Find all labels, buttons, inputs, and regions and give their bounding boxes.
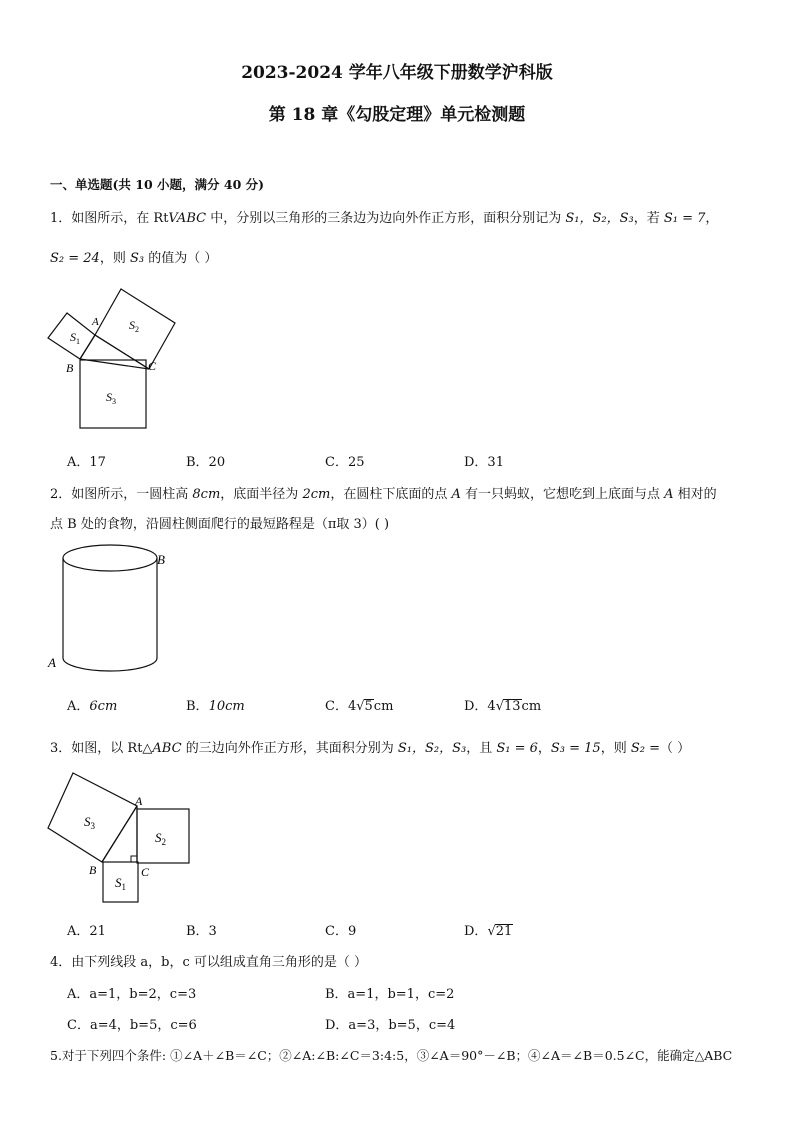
q1-stem-line2 xyxy=(50,247,217,266)
q3-stem xyxy=(50,737,690,756)
q4-option-a[interactable]: A．a=1，b=2，c=3 xyxy=(67,987,197,1002)
q2-label-b: B xyxy=(157,552,165,567)
q1-stem-line1 xyxy=(50,207,718,226)
q2-point-a: A xyxy=(451,487,461,502)
q3-option-b[interactable]: B．3 xyxy=(186,924,217,939)
q2-option-d[interactable]: D．4√13cm xyxy=(464,699,542,714)
q1-text-e: ，则 xyxy=(99,251,130,266)
q2-text-d: 有一只蚂蚁，它想吃到上底面与点 xyxy=(460,487,665,502)
q1-square-s3 xyxy=(80,360,146,428)
q3-option-a[interactable]: A．21 xyxy=(67,924,106,939)
q3-square-s3 xyxy=(48,773,137,862)
q2-top-ellipse xyxy=(63,545,157,571)
q2-point-a2: A xyxy=(664,487,674,502)
q1-option-b[interactable]: B．20 xyxy=(186,455,226,470)
q5-stem: 5.对于下列四个条件: ①∠A＋∠B＝∠C；②∠A:∠B:∠C＝3:4:5，③∠A＝90°－∠B；④∠A＝∠B＝0.5∠C，能确定△ABC xyxy=(50,1048,733,1063)
q2-radius: 2cm xyxy=(302,487,331,502)
q1-cond2: S₂ = 24 xyxy=(50,251,100,266)
q3-text-e: =（ ） xyxy=(644,741,691,756)
q4-option-b[interactable]: B．a=1，b=1，c=2 xyxy=(325,987,455,1002)
q3-option-c[interactable]: C．9 xyxy=(325,924,357,939)
q3-hypotenuse xyxy=(102,806,137,862)
q2-figure xyxy=(44,540,179,680)
q3-text-c: ，且 xyxy=(466,741,497,756)
q3-text-a: 3．如图，以 Rt△ xyxy=(50,741,153,756)
q1-figure xyxy=(40,280,190,435)
q1-text-f: 的值为（ ） xyxy=(144,251,218,266)
q3-text-b: 的三边向外作正方形，其面积分别为 xyxy=(181,741,398,756)
q2-label-a: A xyxy=(48,655,56,670)
q4-option-c[interactable]: C．a=4，b=5，c=6 xyxy=(67,1018,197,1033)
q3-cond2: S₃ = 15 xyxy=(550,741,601,756)
q3-figure xyxy=(40,770,200,905)
q4-stem: 4．由下列线段 a，b，c 可以组成直角三角形的是（ ） xyxy=(50,955,368,970)
q1-option-a[interactable]: A．17 xyxy=(67,455,106,470)
q3-square-s2 xyxy=(137,809,189,863)
q1-text-d: ， xyxy=(705,211,719,226)
q1-text-b: 中，分别以三角形的三条边为边向外作正方形，面积分别记为 xyxy=(206,211,566,226)
q3-cond1: S₁ = 6 xyxy=(496,741,538,756)
q1-text-c: ，若 xyxy=(633,211,664,226)
q3-s2: S₂ xyxy=(630,741,645,756)
title-line-1: 2023-2024 学年八年级下册数学沪科版 xyxy=(241,63,553,83)
q1-label-s2: $S_2$ xyxy=(129,318,139,334)
q2-bottom-arc xyxy=(63,658,157,671)
q1-label-s3: $S_3$ xyxy=(106,390,116,406)
q3-label-s1: $S_1$ xyxy=(115,875,126,892)
q3-label-a: A xyxy=(135,794,143,808)
q3-right-angle xyxy=(131,856,137,862)
q1-label-a: A xyxy=(92,316,99,328)
q2-stem-line2: 点 B 处的食物，沿圆柱侧面爬行的最短路程是（π取 3）( ) xyxy=(50,517,390,532)
q2-option-c[interactable]: C．4√5cm xyxy=(325,699,394,714)
q2-text-b: ，底面半径为 xyxy=(220,487,303,502)
q1-text-a: 1．如图所示，在 Rt xyxy=(50,211,169,226)
q1-option-d[interactable]: D．31 xyxy=(464,455,504,470)
title-line-2: 第 18 章《勾股定理》单元检测题 xyxy=(268,105,526,125)
q3-label-s3: $S_3$ xyxy=(84,814,95,831)
q3-label-s2: $S_2$ xyxy=(155,830,166,847)
q2-text-c: ，在圆柱下底面的点 xyxy=(330,487,452,502)
q4-option-d[interactable]: D．a=3，b=5，c=4 xyxy=(325,1018,456,1033)
q1-label-s1: $S_1$ xyxy=(70,330,80,346)
q3-s-list: S₁，S₂，S₃ xyxy=(397,741,467,756)
q1-triangle: VABC xyxy=(168,211,207,226)
q3-label-c: C xyxy=(141,865,150,879)
q2-height: 8cm xyxy=(192,487,221,502)
q3-text-d: ，则 xyxy=(600,741,631,756)
q2-text-a: 2．如图所示，一圆柱高 xyxy=(50,487,193,502)
q3-triangle: ABC xyxy=(152,741,182,756)
q1-cond1: S₁ = 7 xyxy=(663,211,706,226)
q1-s-list: S₁，S₂，S₃ xyxy=(565,211,634,226)
q1-option-c[interactable]: C．25 xyxy=(325,455,365,470)
q1-label-b: B xyxy=(66,361,74,375)
q2-stem-line1 xyxy=(50,483,717,502)
q1-s3: S₃ xyxy=(129,251,145,266)
section-heading: 一、单选题(共 10 小题，满分 40 分) xyxy=(50,177,265,192)
q3-option-d[interactable]: D．√21 xyxy=(464,924,513,939)
q3-sep: ， xyxy=(537,741,551,756)
q1-label-c: C xyxy=(148,359,157,373)
q2-option-b[interactable]: B．10cm xyxy=(186,699,245,714)
q3-label-b: B xyxy=(89,863,97,877)
q2-text-e: 相对的 xyxy=(673,487,717,502)
q2-option-a[interactable]: A．6cm xyxy=(67,699,118,714)
